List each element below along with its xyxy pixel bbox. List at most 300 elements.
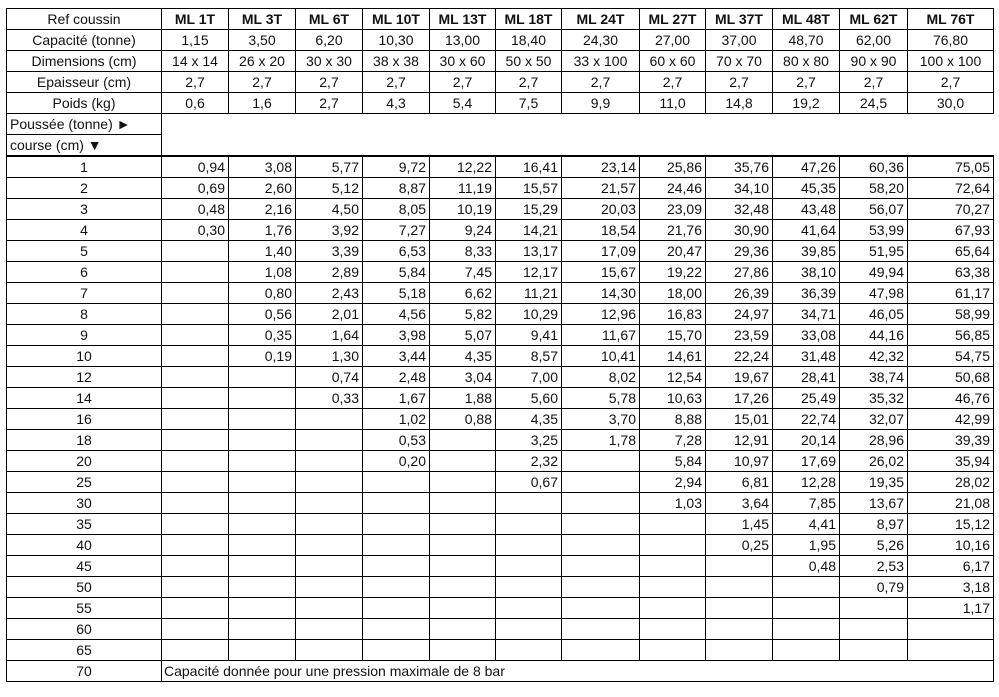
thrust-value: [562, 472, 640, 493]
thrust-value: 11,67: [562, 325, 640, 346]
spec-value: 1,6: [229, 93, 296, 114]
thrust-value: [640, 619, 706, 640]
thrust-row: [7, 156, 994, 178]
thrust-value: 14,30: [562, 283, 640, 304]
spec-value: 2,7: [296, 93, 363, 114]
thrust-value: [296, 409, 363, 430]
thrust-value: 4,50: [296, 199, 363, 220]
course-cell: 4: [7, 220, 162, 241]
thrust-value: 15,29: [496, 199, 562, 220]
thrust-value: 14,21: [496, 220, 562, 241]
thrust-value: 13,67: [840, 493, 908, 514]
course-cell: 50: [7, 577, 162, 598]
thrust-row: [7, 220, 994, 241]
thrust-value: 1,08: [229, 262, 296, 283]
thrust-value: 15,12: [908, 514, 994, 535]
thrust-value: 35,94: [908, 451, 994, 472]
thrust-value: 23,09: [640, 199, 706, 220]
thrust-row: [7, 388, 994, 409]
thrust-value: [229, 514, 296, 535]
spec-value: 37,00: [706, 30, 773, 51]
thrust-value: 65,64: [908, 241, 994, 262]
thrust-value: 46,76: [908, 388, 994, 409]
thrust-value: [296, 514, 363, 535]
thrust-value: [363, 640, 430, 661]
thrust-value: 8,02: [562, 367, 640, 388]
thrust-value: [162, 241, 229, 262]
model-header: ML 48T: [773, 9, 840, 30]
spec-value: 14,8: [706, 93, 773, 114]
thrust-value: [363, 472, 430, 493]
model-header: ML 13T: [430, 9, 496, 30]
spec-value: 14 x 14: [162, 51, 229, 72]
thrust-value: 8,05: [363, 199, 430, 220]
thrust-value: 20,03: [562, 199, 640, 220]
spec-value: 4,3: [363, 93, 430, 114]
course-cell: 45: [7, 556, 162, 577]
thrust-value: 34,71: [773, 304, 840, 325]
course-cell: 55: [7, 598, 162, 619]
thrust-value: 75,05: [908, 156, 994, 178]
thrust-value: 6,81: [706, 472, 773, 493]
thrust-value: 0,48: [773, 556, 840, 577]
spec-label: Dimensions (cm): [7, 51, 162, 72]
thrust-value: [840, 598, 908, 619]
spec-value: 5,4: [430, 93, 496, 114]
thrust-value: [229, 472, 296, 493]
thrust-value: [229, 451, 296, 472]
thrust-value: [640, 640, 706, 661]
thrust-value: 41,64: [773, 220, 840, 241]
thrust-value: [840, 640, 908, 661]
spec-value: 48,70: [773, 30, 840, 51]
spec-value: 6,20: [296, 30, 363, 51]
thrust-value: 0,88: [430, 409, 496, 430]
spec-value: 11,0: [640, 93, 706, 114]
thrust-value: 25,49: [773, 388, 840, 409]
thrust-value: 3,64: [706, 493, 773, 514]
thrust-value: 2,43: [296, 283, 363, 304]
thrust-value: 36,39: [773, 283, 840, 304]
thrust-value: [162, 640, 229, 661]
thrust-value: 0,19: [229, 346, 296, 367]
course-cell: 40: [7, 535, 162, 556]
thrust-value: 4,41: [773, 514, 840, 535]
course-cell: 6: [7, 262, 162, 283]
thrust-value: [640, 514, 706, 535]
thrust-value: 17,09: [562, 241, 640, 262]
thrust-value: 67,93: [908, 220, 994, 241]
thrust-value: [363, 619, 430, 640]
thrust-value: 0,94: [162, 156, 229, 178]
thrust-value: [496, 619, 562, 640]
thrust-value: 2,01: [296, 304, 363, 325]
thrust-value: [229, 556, 296, 577]
thrust-value: [162, 283, 229, 304]
thrust-value: [706, 577, 773, 598]
spec-value: 9,9: [562, 93, 640, 114]
spec-value: 2,7: [162, 72, 229, 93]
thrust-value: 15,70: [640, 325, 706, 346]
thrust-value: [162, 451, 229, 472]
thrust-value: [162, 388, 229, 409]
thrust-value: 34,10: [706, 178, 773, 199]
thrust-value: [706, 598, 773, 619]
thrust-row: [7, 199, 994, 220]
thrust-value: 10,16: [908, 535, 994, 556]
thrust-value: 1,95: [773, 535, 840, 556]
axis-blank: [162, 135, 994, 157]
spec-value: 7,5: [496, 93, 562, 114]
thrust-value: [296, 472, 363, 493]
thrust-value: 22,24: [706, 346, 773, 367]
thrust-value: 5,84: [363, 262, 430, 283]
thrust-value: 8,88: [640, 409, 706, 430]
thrust-value: 63,38: [908, 262, 994, 283]
thrust-value: 1,67: [363, 388, 430, 409]
thrust-row: [7, 535, 994, 556]
thrust-value: 1,45: [706, 514, 773, 535]
spec-value: 13,00: [430, 30, 496, 51]
spec-label: Capacité (tonne): [7, 30, 162, 51]
spec-value: 60 x 60: [640, 51, 706, 72]
thrust-axis-row: [7, 114, 994, 135]
thrust-row: [7, 241, 994, 262]
thrust-value: [229, 598, 296, 619]
course-cell: 35: [7, 514, 162, 535]
thrust-value: 0,80: [229, 283, 296, 304]
thrust-value: 30,90: [706, 220, 773, 241]
thrust-value: 49,94: [840, 262, 908, 283]
thrust-value: 2,53: [840, 556, 908, 577]
thrust-value: 3,98: [363, 325, 430, 346]
thrust-value: 5,12: [296, 178, 363, 199]
thrust-value: 5,18: [363, 283, 430, 304]
thrust-row: [7, 430, 994, 451]
thrust-value: [640, 577, 706, 598]
thrust-value: 5,60: [496, 388, 562, 409]
spec-value: 38 x 38: [363, 51, 430, 72]
thrust-value: 10,19: [430, 199, 496, 220]
thrust-value: 3,92: [296, 220, 363, 241]
thrust-value: [496, 514, 562, 535]
spec-value: 90 x 90: [840, 51, 908, 72]
thrust-row: [7, 577, 994, 598]
thrust-value: 33,08: [773, 325, 840, 346]
thrust-value: 19,35: [840, 472, 908, 493]
spec-value: 2,7: [773, 72, 840, 93]
thrust-value: 56,85: [908, 325, 994, 346]
model-header: ML 62T: [840, 9, 908, 30]
spec-value: 2,7: [496, 72, 562, 93]
spec-value: 0,6: [162, 93, 229, 114]
spec-row: [7, 51, 994, 72]
thrust-row: [7, 451, 994, 472]
axis-blank: [162, 114, 994, 135]
thrust-value: 0,56: [229, 304, 296, 325]
thrust-value: 5,82: [430, 304, 496, 325]
thrust-value: [562, 556, 640, 577]
thrust-row: [7, 472, 994, 493]
thrust-value: 32,07: [840, 409, 908, 430]
thrust-value: 1,64: [296, 325, 363, 346]
thrust-value: [562, 451, 640, 472]
thrust-value: 42,99: [908, 409, 994, 430]
thrust-value: 3,08: [229, 156, 296, 178]
spec-value: 3,50: [229, 30, 296, 51]
thrust-row: [7, 304, 994, 325]
thrust-axis-label: Poussée (tonne) ►: [7, 114, 162, 135]
course-cell: 12: [7, 367, 162, 388]
spec-value: 26 x 20: [229, 51, 296, 72]
thrust-value: [162, 598, 229, 619]
spec-value: 80 x 80: [773, 51, 840, 72]
spec-value: 2,7: [363, 72, 430, 93]
thrust-value: 35,76: [706, 156, 773, 178]
thrust-value: 8,33: [430, 241, 496, 262]
thrust-value: 61,17: [908, 283, 994, 304]
thrust-value: 7,45: [430, 262, 496, 283]
thrust-value: 13,17: [496, 241, 562, 262]
thrust-value: 5,07: [430, 325, 496, 346]
thrust-value: 53,99: [840, 220, 908, 241]
thrust-value: 10,29: [496, 304, 562, 325]
spec-value: 2,7: [430, 72, 496, 93]
thrust-value: [496, 577, 562, 598]
thrust-value: [430, 640, 496, 661]
model-header: ML 10T: [363, 9, 430, 30]
thrust-value: [363, 493, 430, 514]
thrust-value: [640, 556, 706, 577]
course-cell: 2: [7, 178, 162, 199]
spec-value: 70 x 70: [706, 51, 773, 72]
thrust-value: [162, 472, 229, 493]
thrust-row: [7, 262, 994, 283]
course-cell: 60: [7, 619, 162, 640]
course-cell: 8: [7, 304, 162, 325]
thrust-value: [229, 493, 296, 514]
thrust-value: [840, 619, 908, 640]
thrust-value: [562, 535, 640, 556]
thrust-value: 19,67: [706, 367, 773, 388]
thrust-value: 1,88: [430, 388, 496, 409]
thrust-value: 4,35: [496, 409, 562, 430]
thrust-value: 11,21: [496, 283, 562, 304]
thrust-value: [229, 430, 296, 451]
thrust-value: [773, 619, 840, 640]
thrust-value: 26,39: [706, 283, 773, 304]
spec-value: 30 x 60: [430, 51, 496, 72]
thrust-value: 9,24: [430, 220, 496, 241]
thrust-value: 15,01: [706, 409, 773, 430]
thrust-value: 47,98: [840, 283, 908, 304]
thrust-row: [7, 283, 994, 304]
thrust-value: 7,27: [363, 220, 430, 241]
thrust-value: 6,62: [430, 283, 496, 304]
thrust-value: 42,32: [840, 346, 908, 367]
thrust-value: 58,20: [840, 178, 908, 199]
thrust-value: 21,57: [562, 178, 640, 199]
thrust-value: 1,30: [296, 346, 363, 367]
thrust-value: [430, 430, 496, 451]
model-header: ML 18T: [496, 9, 562, 30]
thrust-value: [229, 577, 296, 598]
thrust-value: [229, 535, 296, 556]
spec-value: 2,7: [562, 72, 640, 93]
thrust-value: [773, 640, 840, 661]
thrust-value: 60,36: [840, 156, 908, 178]
thrust-value: [162, 514, 229, 535]
thrust-value: [363, 556, 430, 577]
thrust-value: 2,60: [229, 178, 296, 199]
course-cell: 16: [7, 409, 162, 430]
thrust-value: [229, 388, 296, 409]
course-cell: 7: [7, 283, 162, 304]
course-cell: 14: [7, 388, 162, 409]
thrust-value: [296, 640, 363, 661]
thrust-value: [296, 577, 363, 598]
thrust-value: 0,33: [296, 388, 363, 409]
capacity-table: [6, 8, 994, 682]
thrust-value: 3,04: [430, 367, 496, 388]
thrust-value: 15,57: [496, 178, 562, 199]
thrust-value: 6,17: [908, 556, 994, 577]
model-header: ML 3T: [229, 9, 296, 30]
spec-value: 2,7: [296, 72, 363, 93]
thrust-value: 8,87: [363, 178, 430, 199]
spec-value: 2,7: [229, 72, 296, 93]
thrust-row: [7, 619, 994, 640]
thrust-value: 9,41: [496, 325, 562, 346]
thrust-value: 2,32: [496, 451, 562, 472]
thrust-value: 5,77: [296, 156, 363, 178]
thrust-value: [363, 577, 430, 598]
thrust-value: 45,35: [773, 178, 840, 199]
course-cell: 3: [7, 199, 162, 220]
thrust-value: 1,76: [229, 220, 296, 241]
thrust-value: 12,17: [496, 262, 562, 283]
model-header: ML 1T: [162, 9, 229, 30]
thrust-value: 12,22: [430, 156, 496, 178]
thrust-value: [162, 619, 229, 640]
thrust-value: [162, 262, 229, 283]
thrust-value: [496, 640, 562, 661]
thrust-value: 39,85: [773, 241, 840, 262]
thrust-value: 5,84: [640, 451, 706, 472]
model-header: ML 6T: [296, 9, 363, 30]
thrust-value: [162, 577, 229, 598]
spec-value: 19,2: [773, 93, 840, 114]
thrust-value: 7,28: [640, 430, 706, 451]
thrust-value: 1,02: [363, 409, 430, 430]
thrust-value: 28,41: [773, 367, 840, 388]
thrust-value: 15,67: [562, 262, 640, 283]
course-cell: 5: [7, 241, 162, 262]
spec-value: 62,00: [840, 30, 908, 51]
thrust-value: [562, 514, 640, 535]
ref-label: Ref coussin: [7, 9, 162, 30]
thrust-value: 51,95: [840, 241, 908, 262]
spec-value: 1,15: [162, 30, 229, 51]
thrust-value: 12,91: [706, 430, 773, 451]
thrust-value: 10,97: [706, 451, 773, 472]
thrust-value: [430, 556, 496, 577]
thrust-value: [562, 577, 640, 598]
stroke-axis-row: [7, 135, 994, 157]
thrust-value: [363, 598, 430, 619]
thrust-value: [296, 535, 363, 556]
thrust-row: [7, 346, 994, 367]
thrust-value: 7,85: [773, 493, 840, 514]
thrust-value: 25,86: [640, 156, 706, 178]
thrust-row: [7, 556, 994, 577]
thrust-value: 50,68: [908, 367, 994, 388]
spec-value: 30,0: [908, 93, 994, 114]
thrust-value: 7,00: [496, 367, 562, 388]
thrust-row: [7, 325, 994, 346]
spec-value: 2,7: [908, 72, 994, 93]
thrust-value: 0,48: [162, 199, 229, 220]
thrust-value: 4,56: [363, 304, 430, 325]
course-cell: 9: [7, 325, 162, 346]
spec-value: 10,30: [363, 30, 430, 51]
thrust-value: [706, 619, 773, 640]
model-header: ML 76T: [908, 9, 994, 30]
thrust-value: 46,05: [840, 304, 908, 325]
thrust-value: [496, 556, 562, 577]
thrust-value: 12,54: [640, 367, 706, 388]
thrust-value: [162, 430, 229, 451]
header-row: [7, 9, 994, 30]
thrust-value: 0,53: [363, 430, 430, 451]
thrust-value: 0,69: [162, 178, 229, 199]
thrust-value: 70,27: [908, 199, 994, 220]
spec-value: 27,00: [640, 30, 706, 51]
thrust-value: 72,64: [908, 178, 994, 199]
axis-rows: [7, 114, 994, 157]
spec-value: 24,5: [840, 93, 908, 114]
thrust-value: 3,44: [363, 346, 430, 367]
thrust-value: 27,86: [706, 262, 773, 283]
thrust-value: [229, 367, 296, 388]
spec-value: 2,7: [640, 72, 706, 93]
thrust-value: 4,35: [430, 346, 496, 367]
spec-value: 33 x 100: [562, 51, 640, 72]
thrust-value: 47,26: [773, 156, 840, 178]
thrust-value: 1,17: [908, 598, 994, 619]
thrust-value: [430, 451, 496, 472]
spec-row: [7, 30, 994, 51]
thrust-value: [640, 535, 706, 556]
spec-rows: [7, 30, 994, 114]
thrust-value: [229, 619, 296, 640]
thrust-row: [7, 178, 994, 199]
spec-value: 76,80: [908, 30, 994, 51]
thrust-value: 38,74: [840, 367, 908, 388]
thrust-value: 10,41: [562, 346, 640, 367]
spec-row: [7, 72, 994, 93]
course-cell: 65: [7, 640, 162, 661]
thrust-value: [640, 598, 706, 619]
pressure-note: Capacité donnée pour une pression maximale de 8 bar: [162, 661, 994, 682]
thrust-value: 0,67: [496, 472, 562, 493]
thrust-value: [162, 409, 229, 430]
thrust-value: [162, 304, 229, 325]
thrust-value: [430, 493, 496, 514]
thrust-value: 20,47: [640, 241, 706, 262]
thrust-value: [296, 619, 363, 640]
thrust-value: 14,61: [640, 346, 706, 367]
